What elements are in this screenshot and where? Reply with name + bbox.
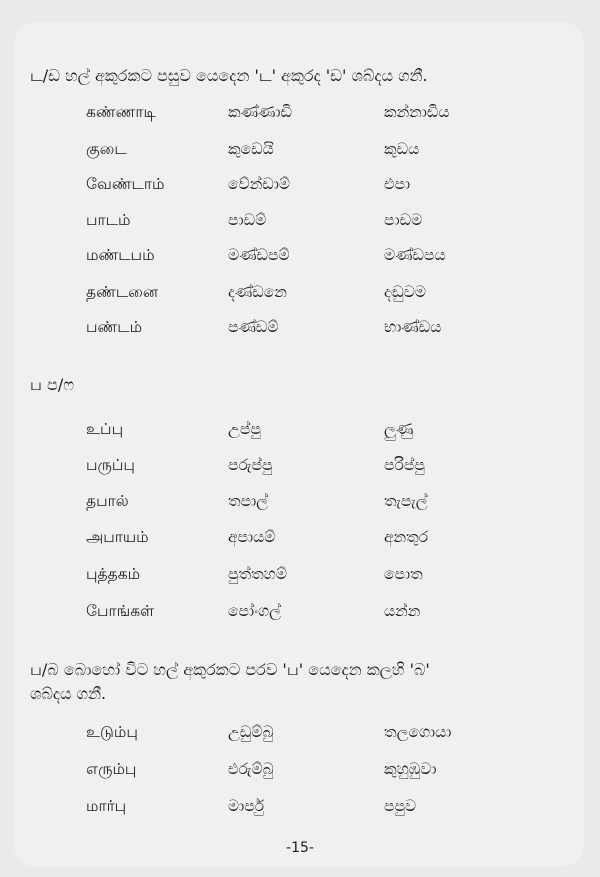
tamil-word: வேண்டாம் xyxy=(86,175,165,193)
tamil-word: எரும்பு xyxy=(86,760,137,778)
sinhala-meaning: තලගොයා xyxy=(384,723,452,741)
tamil-word: பாடம் xyxy=(86,211,131,229)
section-3-heading-line2: ශබ්දය ගනී. xyxy=(30,684,107,703)
sinhala-transliteration: දණ්ඩනෙ xyxy=(228,283,287,301)
sinhala-meaning: කුඩය xyxy=(384,140,420,158)
sinhala-meaning: පපුව xyxy=(384,797,417,815)
tamil-word: கண்ணாடி xyxy=(86,103,156,121)
section-1-heading: ட/ඩ හල් අකුරකට පසුව යෙදෙන 'ட' අකුරද 'ඩ' ශබ්දය ගනී. xyxy=(30,66,428,85)
word-row xyxy=(0,456,600,482)
sinhala-transliteration: පාඩම් xyxy=(228,211,267,229)
sinhala-meaning: යන්න xyxy=(384,602,421,620)
sinhala-transliteration: පුත්තහම් xyxy=(228,565,288,583)
sinhala-transliteration: තපාල් xyxy=(228,492,269,510)
word-row xyxy=(0,318,600,344)
word-row xyxy=(0,492,600,518)
sinhala-transliteration: මණ්ඩපම් xyxy=(228,246,290,264)
tamil-word: தபால் xyxy=(86,492,129,510)
tamil-word: உடும்பு xyxy=(86,723,138,741)
sinhala-transliteration: උඩුම්බු xyxy=(228,723,274,741)
word-row xyxy=(0,760,600,786)
word-row xyxy=(0,140,600,166)
tamil-word: போங்கள் xyxy=(86,602,155,620)
sinhala-meaning: පාඩම xyxy=(384,211,423,229)
sinhala-transliteration: කුඩෙයි xyxy=(228,140,274,158)
sinhala-transliteration: අපායම් xyxy=(228,528,276,546)
section-2-heading: ப ප/ෆ xyxy=(30,375,75,394)
sinhala-transliteration: මාර්පු xyxy=(228,797,265,815)
word-row xyxy=(0,723,600,749)
tamil-word: புத்தகம் xyxy=(86,565,141,583)
word-row xyxy=(0,797,600,823)
word-row xyxy=(0,103,600,129)
word-row xyxy=(0,602,600,628)
sinhala-meaning: තැපැල් xyxy=(384,492,428,510)
sinhala-meaning: පරිප්පු xyxy=(384,456,425,474)
tamil-word: பருப்பு xyxy=(86,456,135,474)
page-number: -15- xyxy=(286,840,314,856)
tamil-word: பண்டம் xyxy=(86,318,143,336)
sinhala-transliteration: එරුම්බු xyxy=(228,760,274,778)
word-row xyxy=(0,528,600,554)
tamil-word: குடை xyxy=(86,140,127,158)
sinhala-transliteration: කණ්ණාඩි xyxy=(228,103,292,121)
tamil-word: அபாயம் xyxy=(86,528,149,546)
tamil-word: தண்டனை xyxy=(86,283,158,301)
section-3-heading-line1: ப/බ බොහෝ විට හල් අකුරකට පරව 'ப' යෙදෙන කලහි 'බ' xyxy=(30,660,430,679)
word-row xyxy=(0,420,600,446)
word-row xyxy=(0,565,600,591)
sinhala-meaning: කුහුඹුවා xyxy=(384,760,437,778)
sinhala-meaning: මණ්ඩපය xyxy=(384,246,446,264)
sinhala-transliteration: උප්පු xyxy=(228,420,261,438)
sinhala-meaning: භාණ්ඩය xyxy=(384,318,442,336)
sinhala-meaning: අනතුර xyxy=(384,528,429,546)
sinhala-meaning: ලුණු xyxy=(384,420,414,438)
sinhala-transliteration: වේන්ඩාම් xyxy=(228,175,291,193)
sinhala-meaning: කන්නාඩිය xyxy=(384,103,450,121)
sinhala-meaning: පොත xyxy=(384,565,423,583)
tamil-word: மண்டபம் xyxy=(86,246,155,264)
sinhala-transliteration: පෝංගල් xyxy=(228,602,281,620)
word-row xyxy=(0,283,600,309)
sinhala-transliteration: පරුප්පු xyxy=(228,456,273,474)
word-row xyxy=(0,246,600,272)
word-row xyxy=(0,211,600,237)
sinhala-meaning: එපා xyxy=(384,175,411,193)
tamil-word: உப்பு xyxy=(86,420,124,438)
sinhala-transliteration: පණ්ඩම් xyxy=(228,318,279,336)
sinhala-meaning: දඬුවම xyxy=(384,283,427,301)
word-row xyxy=(0,175,600,201)
tamil-word: மார்பு xyxy=(86,797,127,815)
